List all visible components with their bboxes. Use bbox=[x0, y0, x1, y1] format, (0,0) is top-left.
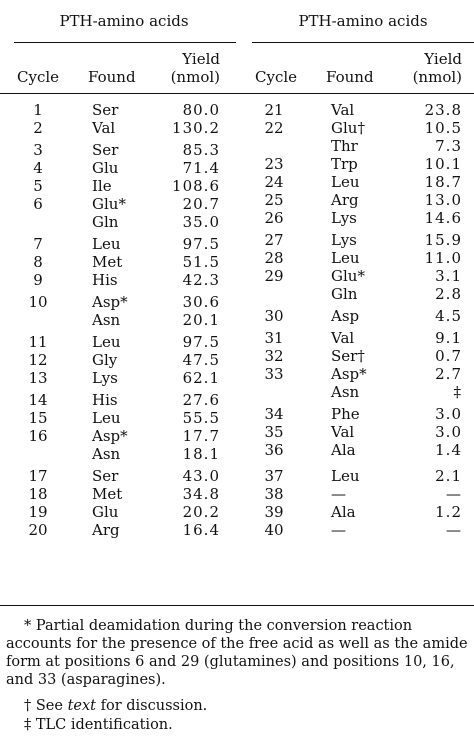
cycle-cell: 12 bbox=[28, 351, 48, 369]
yield-cell: 108.6 bbox=[172, 177, 220, 195]
table-row bbox=[0, 267, 474, 285]
cycle-cell: 23 bbox=[264, 155, 284, 173]
yield-cell: 13.0 bbox=[424, 191, 462, 209]
table-row bbox=[0, 503, 474, 521]
yield-cell: — bbox=[446, 485, 462, 503]
yield-cell: 97.5 bbox=[182, 235, 220, 253]
cycle-cell: 10 bbox=[28, 293, 48, 311]
cycle-cell: 38 bbox=[264, 485, 284, 503]
found-cell: Thr bbox=[331, 137, 358, 155]
yield-cell: 2.1 bbox=[435, 467, 462, 485]
yield-cell: ‡ bbox=[453, 383, 462, 401]
cycle-cell: 8 bbox=[33, 253, 43, 271]
table-row bbox=[0, 249, 474, 267]
table-row bbox=[0, 285, 474, 303]
found-cell: Leu bbox=[92, 333, 121, 351]
yield-cell: 1.4 bbox=[435, 441, 462, 459]
found-cell: Met bbox=[92, 253, 123, 271]
cycle-cell: 19 bbox=[28, 503, 48, 521]
yield-cell: 17.7 bbox=[182, 427, 220, 445]
group-rule-right bbox=[252, 42, 474, 43]
yield-cell: 30.6 bbox=[182, 293, 220, 311]
footnote-dagger: † See text for discussion. bbox=[24, 698, 208, 714]
found-cell: Glu† bbox=[331, 119, 365, 137]
found-cell: — bbox=[331, 485, 346, 503]
table-row bbox=[0, 383, 474, 401]
cycle-cell: 24 bbox=[264, 173, 284, 191]
cycle-cell: 20 bbox=[28, 521, 48, 539]
cycle-cell: 7 bbox=[33, 235, 43, 253]
col-found-left: Found bbox=[88, 68, 136, 86]
found-cell: Arg bbox=[92, 521, 120, 539]
found-cell: Val bbox=[331, 101, 355, 119]
cycle-cell: 15 bbox=[28, 409, 48, 427]
cycle-cell: 11 bbox=[28, 333, 48, 351]
found-cell: Asp* bbox=[92, 427, 128, 445]
cycle-cell: 29 bbox=[264, 267, 284, 285]
col-yield-left-line1: Yield bbox=[182, 50, 220, 68]
yield-cell: 43.0 bbox=[182, 467, 220, 485]
found-cell: Ser bbox=[92, 101, 119, 119]
table-row bbox=[0, 423, 474, 441]
found-cell: His bbox=[92, 271, 118, 289]
table-row bbox=[0, 209, 474, 227]
footnote-double-dagger: ‡ TLC identification. bbox=[24, 717, 173, 733]
yield-cell: 23.8 bbox=[424, 101, 462, 119]
cycle-cell: 13 bbox=[28, 369, 48, 387]
cycle-cell: 39 bbox=[264, 503, 284, 521]
yield-cell: 20.2 bbox=[182, 503, 220, 521]
yield-cell: 130.2 bbox=[172, 119, 220, 137]
cycle-cell: 4 bbox=[33, 159, 43, 177]
cycle-cell: 16 bbox=[28, 427, 48, 445]
cycle-cell: 27 bbox=[264, 231, 284, 249]
col-yield-left-line2: (nmol) bbox=[170, 68, 220, 86]
found-cell: Asp bbox=[331, 307, 360, 325]
col-cycle-right: Cycle bbox=[255, 68, 298, 86]
found-cell: Gln bbox=[92, 213, 119, 231]
yield-cell: 4.5 bbox=[435, 307, 462, 325]
yield-cell: 55.5 bbox=[182, 409, 220, 427]
found-cell: Glu bbox=[92, 503, 119, 521]
yield-cell: 10.5 bbox=[424, 119, 462, 137]
found-cell: Ser bbox=[92, 141, 119, 159]
table-row bbox=[0, 231, 474, 249]
table-row bbox=[0, 467, 474, 485]
yield-cell: 9.1 bbox=[435, 329, 462, 347]
found-cell: Leu bbox=[331, 173, 360, 191]
yield-cell: 42.3 bbox=[182, 271, 220, 289]
yield-cell: 15.9 bbox=[424, 231, 462, 249]
yield-cell: 11.0 bbox=[424, 249, 462, 267]
found-cell: Trp bbox=[331, 155, 358, 173]
table-row bbox=[0, 441, 474, 459]
group-rule-left bbox=[14, 42, 236, 43]
table-row bbox=[0, 119, 474, 137]
col-yield-right-line2: (nmol) bbox=[412, 68, 462, 86]
cycle-cell: 32 bbox=[264, 347, 284, 365]
found-cell: Gly bbox=[92, 351, 118, 369]
found-cell: Val bbox=[331, 329, 355, 347]
found-cell: Phe bbox=[331, 405, 360, 423]
cycle-cell: 18 bbox=[28, 485, 48, 503]
found-cell: Val bbox=[92, 119, 116, 137]
found-cell: Ile bbox=[92, 177, 112, 195]
yield-cell: 20.1 bbox=[182, 311, 220, 329]
cycle-cell: 40 bbox=[264, 521, 284, 539]
table-row bbox=[0, 405, 474, 423]
found-cell: Ser† bbox=[331, 347, 365, 365]
yield-cell: 0.7 bbox=[435, 347, 462, 365]
table-row bbox=[0, 485, 474, 503]
yield-cell: 85.3 bbox=[182, 141, 220, 159]
cycle-cell: 2 bbox=[33, 119, 43, 137]
table-row bbox=[0, 137, 474, 155]
found-cell: Asn bbox=[92, 311, 121, 329]
found-cell: Lys bbox=[331, 209, 357, 227]
yield-cell: 18.7 bbox=[424, 173, 462, 191]
cycle-cell: 1 bbox=[33, 101, 43, 119]
table-bottom-rule bbox=[0, 605, 474, 606]
found-cell: Leu bbox=[331, 249, 360, 267]
table-row bbox=[0, 521, 474, 539]
yield-cell: 7.3 bbox=[435, 137, 462, 155]
found-cell: Leu bbox=[331, 467, 360, 485]
cycle-cell: 22 bbox=[264, 119, 284, 137]
yield-cell: 47.5 bbox=[182, 351, 220, 369]
cycle-cell: 3 bbox=[33, 141, 43, 159]
yield-cell: 20.7 bbox=[182, 195, 220, 213]
found-cell: Asp* bbox=[92, 293, 128, 311]
cycle-cell: 35 bbox=[264, 423, 284, 441]
yield-cell: 97.5 bbox=[182, 333, 220, 351]
found-cell: His bbox=[92, 391, 118, 409]
table-row bbox=[0, 155, 474, 173]
yield-cell: 1.2 bbox=[435, 503, 462, 521]
cycle-cell: 9 bbox=[33, 271, 43, 289]
found-cell: Leu bbox=[92, 235, 121, 253]
found-cell: Arg bbox=[331, 191, 359, 209]
cycle-cell: 17 bbox=[28, 467, 48, 485]
found-cell: Lys bbox=[92, 369, 118, 387]
yield-cell: 71.4 bbox=[182, 159, 220, 177]
table-row bbox=[0, 173, 474, 191]
yield-cell: 51.5 bbox=[182, 253, 220, 271]
found-cell: Val bbox=[331, 423, 355, 441]
yield-cell: 62.1 bbox=[182, 369, 220, 387]
found-cell: Asp* bbox=[331, 365, 367, 383]
cycle-cell: 6 bbox=[33, 195, 43, 213]
cycle-cell: 33 bbox=[264, 365, 284, 383]
yield-cell: 3.1 bbox=[435, 267, 462, 285]
footnote-star: * Partial deamidation during the conversion reaction accounts for the presence of the free acid as well as the amide form at positions 6 and 29 (glutamines) and positions 10, 16, and 33 (asparagines). bbox=[6, 618, 468, 688]
yield-cell: 80.0 bbox=[182, 101, 220, 119]
cycle-cell: 28 bbox=[264, 249, 284, 267]
cycle-cell: 34 bbox=[264, 405, 284, 423]
cycle-cell: 14 bbox=[28, 391, 48, 409]
yield-cell: 16.4 bbox=[182, 521, 220, 539]
yield-cell: 3.0 bbox=[435, 405, 462, 423]
cycle-cell: 5 bbox=[33, 177, 43, 195]
group-header-right: PTH-amino acids bbox=[298, 12, 428, 30]
table-row bbox=[0, 101, 474, 119]
yield-cell: 3.0 bbox=[435, 423, 462, 441]
found-cell: Ala bbox=[331, 503, 356, 521]
cycle-cell: 37 bbox=[264, 467, 284, 485]
yield-cell: 10.1 bbox=[424, 155, 462, 173]
table-row bbox=[0, 347, 474, 365]
table-row bbox=[0, 307, 474, 325]
group-header-left: PTH-amino acids bbox=[59, 12, 189, 30]
found-cell: Asn bbox=[331, 383, 360, 401]
cycle-cell: 25 bbox=[264, 191, 284, 209]
found-cell: Met bbox=[92, 485, 123, 503]
found-cell: Glu* bbox=[331, 267, 365, 285]
col-found-right: Found bbox=[326, 68, 374, 86]
col-cycle-left: Cycle bbox=[17, 68, 60, 86]
found-cell: Ala bbox=[331, 441, 356, 459]
found-cell: Asn bbox=[92, 445, 121, 463]
yield-cell: 2.8 bbox=[435, 285, 462, 303]
cycle-cell: 30 bbox=[264, 307, 284, 325]
col-yield-right-line1: Yield bbox=[424, 50, 462, 68]
found-cell: Leu bbox=[92, 409, 121, 427]
found-cell: Lys bbox=[331, 231, 357, 249]
yield-cell: 18.1 bbox=[182, 445, 220, 463]
table-body bbox=[0, 101, 474, 601]
found-cell: Glu bbox=[92, 159, 119, 177]
table-row bbox=[0, 329, 474, 347]
found-cell: Gln bbox=[331, 285, 358, 303]
cycle-cell: 21 bbox=[264, 101, 284, 119]
cycle-cell: 31 bbox=[264, 329, 284, 347]
header-rule bbox=[0, 93, 474, 94]
cycle-cell: 26 bbox=[264, 209, 284, 227]
yield-cell: 34.8 bbox=[182, 485, 220, 503]
found-cell: Ser bbox=[92, 467, 119, 485]
found-cell: — bbox=[331, 521, 346, 539]
yield-cell: 2.7 bbox=[435, 365, 462, 383]
yield-cell: — bbox=[446, 521, 462, 539]
yield-cell: 35.0 bbox=[182, 213, 220, 231]
yield-cell: 27.6 bbox=[182, 391, 220, 409]
table-row bbox=[0, 365, 474, 383]
yield-cell: 14.6 bbox=[424, 209, 462, 227]
table-row bbox=[0, 191, 474, 209]
cycle-cell: 36 bbox=[264, 441, 284, 459]
found-cell: Glu* bbox=[92, 195, 126, 213]
